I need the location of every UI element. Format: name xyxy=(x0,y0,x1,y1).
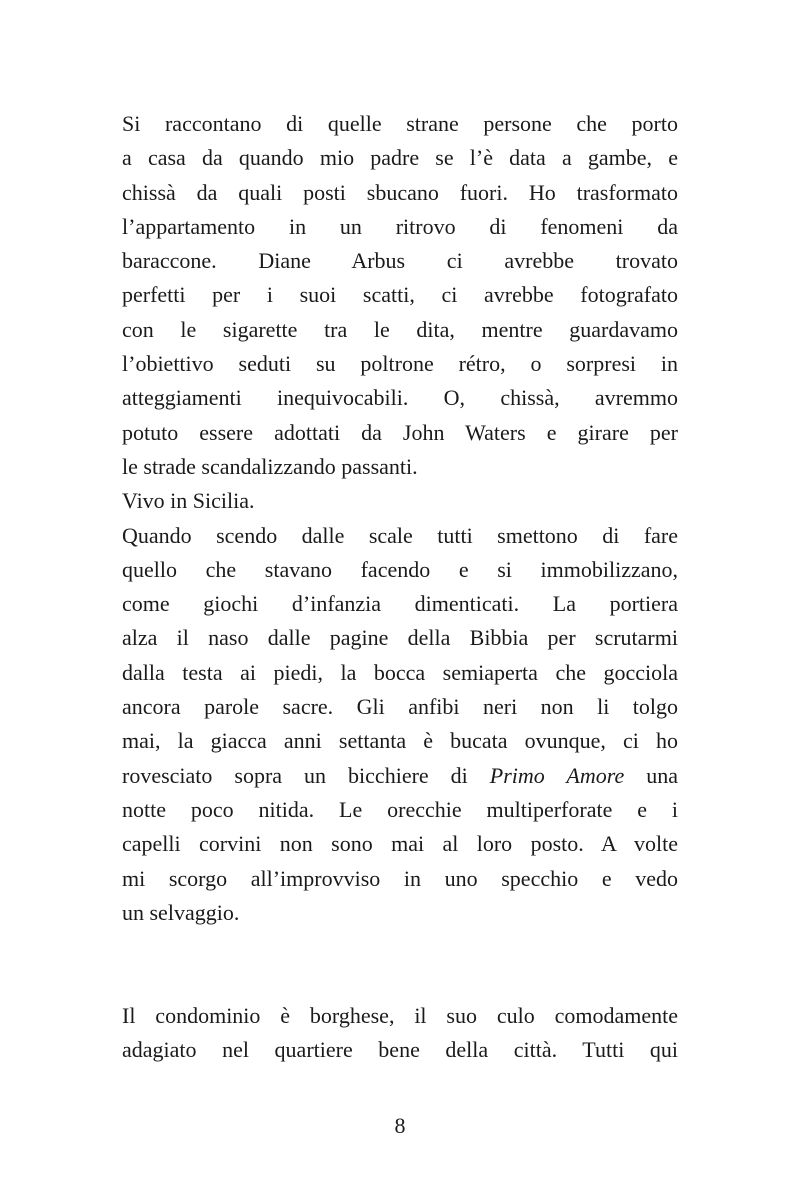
text-line: baraccone. Diane Arbus ci avrebbe trovato xyxy=(122,248,678,274)
text-line: a casa da quando mio padre se l’è data a gambe, e xyxy=(122,145,678,171)
text-line: l’appartamento in un ritrovo di fenomeni da xyxy=(122,213,678,239)
text-line: notte poco nitida. Le orecchie multiperforate e i xyxy=(122,796,678,822)
text-line: Quando scendo dalle scale tutti smettono di fare xyxy=(122,522,678,548)
text-segment: rovesciato sopra un bicchiere di xyxy=(122,762,468,788)
text-line: mi scorgo all’improvviso in uno specchio e vedo xyxy=(122,865,678,891)
text-line: con le sigarette tra le dita, mentre guardavamo xyxy=(122,316,678,342)
page-number: 8 xyxy=(394,1113,406,1138)
text-line: mai, la giacca anni settanta è bucata ovunque, ci ho xyxy=(122,728,678,754)
text-line: ancora parole sacre. Gli anfibi neri non li tolgo xyxy=(122,694,678,720)
text-line: adagiato nel quartiere bene della città. Tutti qui xyxy=(122,1037,678,1063)
text-line: le strade scandalizzando passanti. xyxy=(122,453,418,479)
text-line: dalla testa ai piedi, la bocca semiaperta che gocciola xyxy=(122,659,678,685)
text-line: potuto essere adottati da John Waters e girare per xyxy=(122,419,678,445)
text-line: chissà da quali posti sbucano fuori. Ho trasformato xyxy=(122,179,678,205)
text-line: come giochi d’infanzia dimenticati. La portiera xyxy=(122,591,678,617)
paragraph-2 xyxy=(122,484,678,518)
text-segment: una xyxy=(646,762,678,788)
text-line: un selvaggio. xyxy=(122,899,240,925)
text-line: quello che stavano facendo e si immobilizzano, xyxy=(122,556,678,582)
text-line: capelli corvini non sono mai al loro posto. A volte xyxy=(122,831,678,857)
text-line: Si raccontano di quelle strane persone che porto xyxy=(122,111,678,136)
text-line: Il condominio è borghese, il suo culo comodamente xyxy=(122,1002,678,1028)
text-line: perfetti per i suoi scatti, ci avrebbe fotografato xyxy=(122,282,678,308)
text-line: atteggiamenti inequivocabili. O, chissà, avremmo xyxy=(122,385,678,411)
section-break-spacer xyxy=(122,930,678,999)
text-line-with-italic xyxy=(122,759,678,793)
page-text-block xyxy=(122,107,678,1067)
paragraph-3 xyxy=(122,519,678,931)
text-line: Vivo in Sicilia. xyxy=(122,488,255,514)
text-line: alza il naso dalle pagine della Bibbia per scrutarmi xyxy=(122,625,678,651)
italic-term: Primo Amore xyxy=(489,762,625,788)
paragraph-1 xyxy=(122,107,678,484)
text-line: l’obiettivo seduti su poltrone rétro, o sorpresi in xyxy=(122,351,678,377)
paragraph-4 xyxy=(122,999,678,1068)
